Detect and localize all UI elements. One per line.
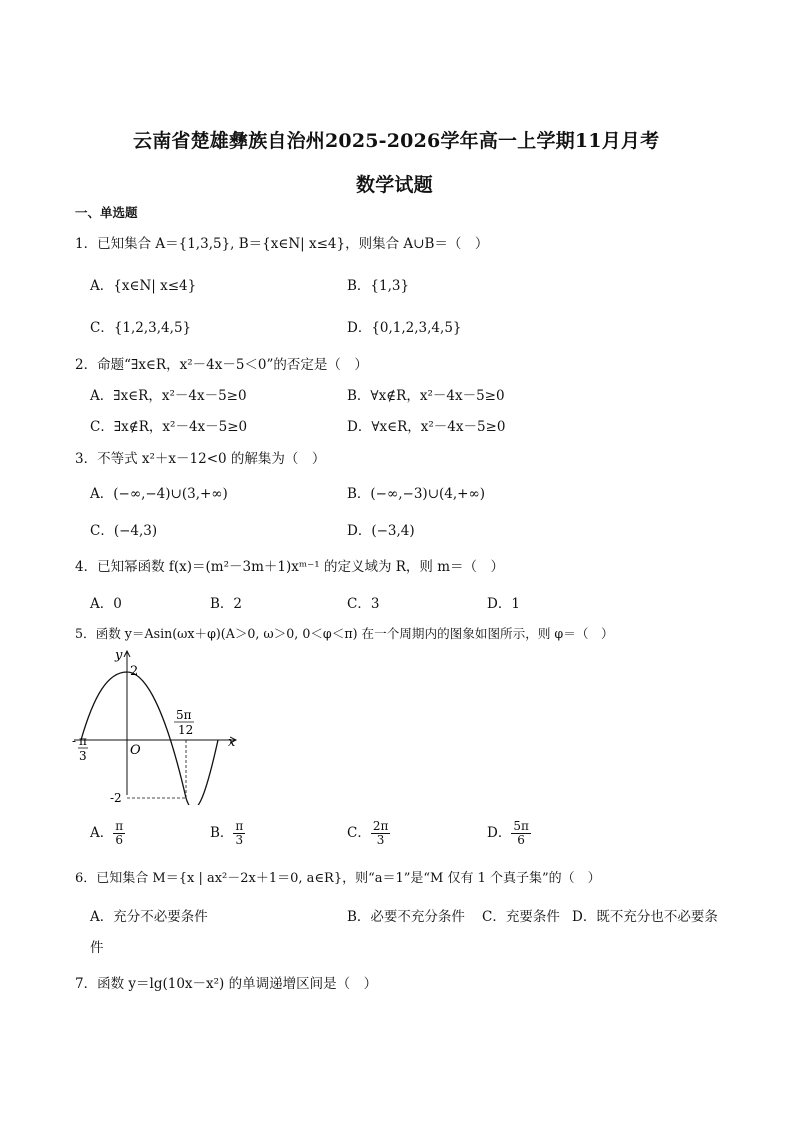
question-1-option-a: A．{x∈N| x≤4} (90, 278, 197, 294)
question-6-stem: 6．已知集合 M＝{x | ax²－2x＋1＝0, a∈R}，则“a＝1”是“M 仅有 1 个真子集”的（ ） (75, 871, 601, 886)
question-5-option-a-fraction (113, 820, 125, 847)
x-axis-label: x (228, 735, 236, 750)
sine-curve (81, 672, 218, 805)
page-title: 云南省楚雄彝族自治州2025-2026学年高一上学期11月月考 (133, 130, 660, 152)
fraction-numerator: 5π (513, 819, 529, 833)
question-3-option-c: C．(−4,3) (90, 523, 158, 539)
question-3-option-d: D．(−3,4) (347, 523, 415, 539)
fraction-denominator: 6 (517, 833, 525, 847)
x-left-sign: - (72, 734, 77, 748)
question-1-option-c: C．{1,2,3,4,5} (90, 320, 192, 336)
question-3-option-b: B．(−∞,−3)∪(4,+∞) (347, 486, 485, 502)
question-3-stem: 3．不等式 x²＋x－12<0 的解集为（ ） (75, 451, 326, 467)
question-3-option-a: A．(−∞,−4)∪(3,+∞) (90, 486, 228, 502)
question-4-option-a: A．0 (90, 596, 122, 612)
question-2-option-b: B．∀x∉R，x²－4x－5≥0 (347, 388, 505, 404)
x-left-den: 3 (79, 749, 87, 763)
sine-graph-figure (68, 645, 243, 805)
question-4-option-c: C．3 (347, 596, 380, 612)
question-5-option-a-label: A． (90, 825, 114, 841)
question-5-option-b-label: B． (210, 825, 234, 841)
fraction-denominator: 3 (235, 833, 244, 847)
origin-label: O (130, 743, 141, 758)
question-6-option-wrap: 件 (90, 940, 104, 956)
y-min-label: -2 (110, 791, 122, 805)
question-2-stem: 2．命题“∃x∈R，x²－4x－5＜0”的否定是（ ） (75, 357, 368, 373)
question-5-option-c (347, 820, 390, 847)
question-7-stem: 7．函数 y＝lg(10x－x²) 的单调递增区间是（ ） (75, 976, 378, 992)
page-subtitle: 数学试题 (356, 174, 433, 196)
question-6-option-b: B．必要不充分条件 (347, 909, 465, 925)
x-mark-num: 5π (176, 708, 192, 722)
question-5-stem: 5．函数 y＝Asin(ωx＋φ)(A＞0, ω＞0, 0＜φ＜π) 在一个周期内的图象如图所示，则 φ＝（ ） (75, 626, 614, 641)
question-5-option-a (90, 820, 125, 847)
x-left-num: π (79, 734, 87, 748)
question-4-option-b: B．2 (210, 596, 243, 612)
question-2-option-c: C．∃x∉R，x²－4x－5≥0 (90, 419, 248, 435)
question-2-option-d: D．∀x∈R，x²－4x－5≥0 (347, 419, 506, 435)
question-5-option-d-label: D． (487, 825, 512, 841)
question-6-option-d: D．既不充分也不必要条 (572, 909, 718, 925)
fraction-numerator: 2π (372, 819, 389, 833)
fraction-numerator: π (235, 819, 244, 833)
question-6-option-c: C．充要条件 (482, 909, 560, 925)
question-5-option-c-label: C． (347, 825, 371, 841)
question-4-stem: 4．已知幂函数 f(x)＝(m²－3m＋1)xᵐ⁻¹ 的定义域为 R，则 m＝（ ） (75, 559, 505, 575)
fraction-denominator: 6 (115, 833, 124, 847)
question-1-stem: 1．已知集合 A＝{1,3,5}, B＝{x∈N| x≤4}，则集合 A∪B＝（ ） (75, 236, 489, 252)
fraction-denominator: 3 (376, 833, 385, 847)
fraction-numerator: π (115, 819, 124, 833)
question-5-option-d-fraction (511, 820, 531, 847)
y-max-label: 2 (130, 664, 139, 679)
question-5-option-d (487, 820, 531, 847)
question-6-option-a: A．充分不必要条件 (90, 909, 208, 925)
question-5-option-c-fraction (371, 820, 391, 847)
question-1-option-b: B．{1,3} (347, 278, 410, 294)
question-2-option-a: A．∃x∈R，x²－4x－5≥0 (90, 388, 247, 404)
y-axis-label: y (115, 648, 123, 663)
question-1-option-d: D．{0,1,2,3,4,5} (347, 320, 462, 336)
question-5-option-b (210, 820, 245, 847)
question-5-option-b-fraction (233, 820, 245, 847)
question-4-option-d: D．1 (487, 596, 520, 612)
x-mark-den: 12 (178, 723, 194, 737)
section-heading: 一、单选题 (75, 205, 138, 220)
